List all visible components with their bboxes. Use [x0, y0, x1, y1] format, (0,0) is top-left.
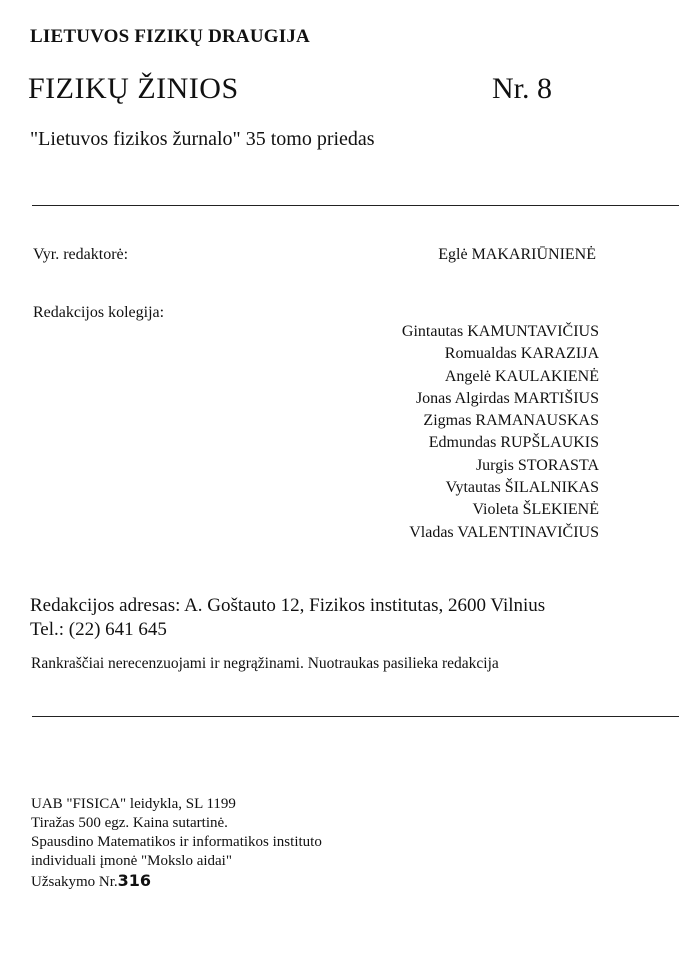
society-name: LIETUVOS FIZIKŲ DRAUGIJA — [30, 26, 310, 47]
editor-name: Eglė MAKARIŪNIENĖ — [438, 246, 596, 263]
board-member: Zigmas RAMANAUSKAS — [423, 412, 599, 430]
board-member: Romualdas KARAZIJA — [444, 345, 599, 363]
board-member: Angelė KAULAKIENĖ — [444, 367, 599, 385]
publication-title: FIZIKŲ ŽINIOS — [28, 72, 239, 105]
imprint-block — [31, 795, 322, 892]
imprint-line: Spausdino Matematikos ir informatikos instituto — [31, 834, 322, 850]
imprint-line: UAB "FISICA" leidykla, SL 1199 — [31, 796, 236, 812]
board-member: Vladas VALENTINAVIČIUS — [409, 523, 599, 541]
order-label: Užsakymo Nr. — [31, 874, 118, 890]
order-number: 316 — [117, 871, 152, 890]
editorial-address: Redakcijos adresas: A. Goštauto 12, Fizikos institutas, 2600 Vilnius — [30, 595, 546, 616]
imprint-line: individuali įmonė "Mokslo aidai" — [31, 853, 232, 869]
divider-bottom — [32, 716, 679, 717]
supplement-line: "Lietuvos fizikos žurnalo" 35 tomo priedas — [30, 128, 375, 150]
issue-number: Nr. 8 — [492, 72, 552, 105]
order-line — [31, 871, 322, 892]
imprint-line: Tiražas 500 egz. Kaina sutartinė. — [31, 815, 228, 831]
editor-label: Vyr. redaktorė: — [33, 246, 129, 263]
phone-number: Tel.: (22) 641 645 — [30, 619, 167, 640]
board-member: Violeta ŠLEKIENĖ — [472, 501, 599, 519]
board-member: Edmundas RUPŠLAUKIS — [428, 434, 599, 452]
board-member: Gintautas KAMUNTAVIČIUS — [401, 323, 599, 340]
board-member-list — [402, 321, 599, 544]
board-member: Jonas Algirdas MARTIŠIUS — [415, 389, 599, 407]
board-member: Vytautas ŠILALNIKAS — [445, 479, 599, 497]
board-member: Jurgis STORASTA — [475, 456, 599, 474]
manuscript-note: Rankraščiai nerecenzuojami ir negrąžinami. Nuotraukas pasilieka redakcija — [31, 655, 499, 672]
board-label: Redakcijos kolegija: — [33, 304, 165, 321]
divider-top — [32, 205, 679, 206]
